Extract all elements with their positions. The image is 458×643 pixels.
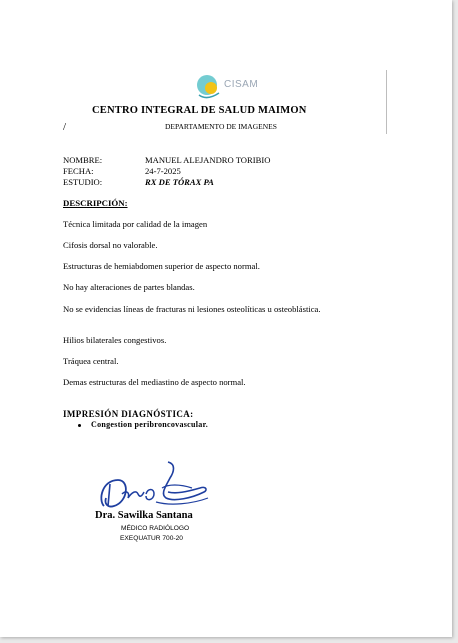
doctor-title: MÉDICO RADIÓLOGO — [121, 525, 190, 532]
margin-rule — [386, 70, 387, 134]
handwritten-signature — [96, 458, 214, 513]
organization-name: CENTRO INTEGRAL DE SALUD MAIMON — [92, 105, 307, 116]
doctor-name: Dra. Sawilka Santana — [95, 510, 193, 521]
date-label: FECHA: — [63, 166, 94, 176]
finding-text: Hilios bilaterales congestivos. — [63, 335, 167, 345]
department-name: DEPARTAMENTO DE IMAGENES — [165, 122, 277, 131]
patient-name-row — [63, 155, 270, 165]
study-row — [63, 177, 214, 187]
finding-text: No se evidencias líneas de fracturas ni lesiones osteolíticas u osteoblástica. — [63, 304, 321, 314]
impression-item — [78, 420, 208, 429]
finding-text: Técnica limitada por calidad de la imagen — [63, 219, 208, 229]
logo-text: CISAM — [224, 79, 259, 90]
study-value: RX DE TÓRAX PA — [145, 177, 214, 187]
impression-item-text: Congestion peribroncovascular. — [91, 420, 209, 429]
doctor-exequatur: EXEQUATUR 700-20 — [120, 535, 183, 542]
bullet-icon — [78, 424, 81, 427]
date-row — [63, 166, 181, 176]
impression-heading: IMPRESIÓN DIAGNÓSTICA: — [63, 409, 194, 419]
description-heading: DESCRIPCIÓN: — [63, 198, 128, 208]
finding-text: Demas estructuras del mediastino de aspecto normal. — [63, 377, 246, 387]
name-value: MANUEL ALEJANDRO TORIBIO — [145, 155, 271, 165]
finding-text: Cifosis dorsal no valorable. — [63, 240, 158, 250]
finding-text: No hay alteraciones de partes blandas. — [63, 282, 195, 292]
study-label: ESTUDIO: — [63, 177, 103, 187]
finding-text: Estructuras de hemiabdomen superior de aspecto normal. — [63, 261, 260, 271]
name-label: NOMBRE: — [63, 155, 103, 165]
date-value: 24-7-2025 — [145, 166, 181, 176]
header-mark: / — [63, 121, 67, 133]
finding-text: Tráquea central. — [63, 356, 119, 366]
